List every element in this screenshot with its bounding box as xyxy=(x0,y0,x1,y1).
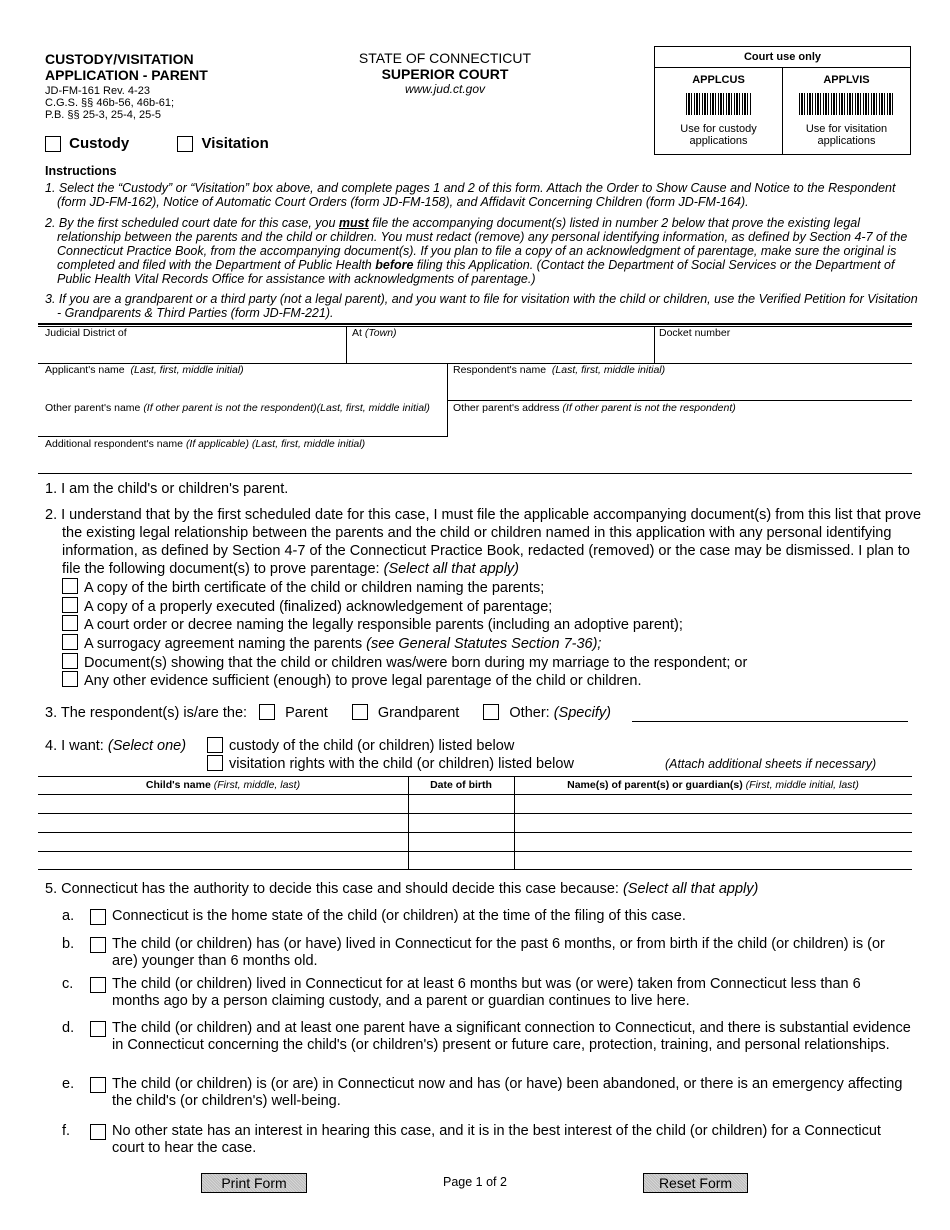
print-form-button[interactable]: Print Form xyxy=(201,1173,307,1193)
grandparent-label: Grandparent xyxy=(377,705,460,721)
court-header xyxy=(330,50,560,96)
want-custody-option[interactable]: custody of the child (or children) listed below xyxy=(207,737,514,755)
reason-a-text: Connecticut is the home state of the child (or children) at the time of the filing of this case. xyxy=(112,908,686,924)
reason-c-text: The child (or children) lived in Connecticut for at least 6 months but was (or were) taken from Connecticut less than 6 months ago by a person claiming custody, and a parent or guardian continues to live here. xyxy=(112,976,861,1009)
form-title xyxy=(45,51,208,83)
instructions-heading: Instructions xyxy=(45,164,117,178)
want-custody-checkbox[interactable] xyxy=(207,737,223,753)
visitation-checkbox[interactable] xyxy=(177,136,193,152)
reason-d-letter: d. xyxy=(62,1020,75,1036)
page-number: Page 1 of 2 xyxy=(443,1175,507,1189)
respondent-name-field[interactable]: Respondent's name (Last, first, middle initial) xyxy=(453,364,666,376)
other-specify-line[interactable] xyxy=(632,721,908,722)
doc-option-6-checkbox[interactable] xyxy=(62,671,78,687)
col-child-name: Child's name (First, middle, last) xyxy=(145,779,301,791)
visitation-caption: Use for visitation applications xyxy=(805,123,888,147)
before-emphasis: before xyxy=(375,258,414,272)
respondent-parent-checkbox[interactable] xyxy=(259,704,275,720)
attach-note: (Attach additional sheets if necessary) xyxy=(665,757,877,771)
reason-f-checkbox[interactable] xyxy=(90,1124,106,1140)
doc-option-3-checkbox[interactable] xyxy=(62,615,78,631)
custody-caption: Use for custody applications xyxy=(680,123,757,147)
reason-c-checkbox[interactable] xyxy=(90,977,106,993)
respondent-grandparent-checkbox[interactable] xyxy=(352,704,368,720)
respondent-other-checkbox[interactable] xyxy=(483,704,499,720)
reason-e-text: The child (or children) is (or are) in Connecticut now and has (or have) been abandoned, or there is an emergency affecting the child's (or children's) well-being. xyxy=(112,1076,903,1109)
reason-f-text: No other state has an interest in hearing this case, and it is in the best interest of the child (or children) for a Connecticut court to hear the case. xyxy=(112,1123,881,1156)
doc-option-4[interactable]: A surrogacy agreement naming the parents (see General Statutes Section 7-36); xyxy=(62,634,601,653)
reset-form-button[interactable]: Reset Form xyxy=(643,1173,748,1193)
reason-d-text: The child (or children) and at least one parent have a significant connection to Connecticut, and there is substantial evidence in Connecticut concerning the child's (or children's) present or future care, protection, training, and personal relationships. xyxy=(112,1020,911,1053)
reason-a-letter: a. xyxy=(62,908,75,924)
other-parent-name-field[interactable]: Other parent's name (If other parent is not the respondent)(Last, first, middle initial) xyxy=(45,402,430,414)
doc-option-6[interactable]: Any other evidence sufficient (enough) to prove legal parentage of the child or children. xyxy=(62,671,642,690)
section-3: 3. The respondent(s) is/are the: Parent Grandparent Other: (Specify) xyxy=(45,705,611,721)
type-select xyxy=(45,135,269,152)
instruction-3: 3. If you are a grandparent or a third party (not a legal parent), and you want to file for visitation with the child or children, use the Verified Petition for Visitation - Grandparents & Third Parties (form JD-FM-221). xyxy=(45,292,918,320)
other-label: Other: (Specify) xyxy=(509,705,611,721)
court-use-heading: Court use only xyxy=(655,47,910,68)
pb-citation: P.B. §§ 25-3, 25-4, 25-5 xyxy=(45,109,161,121)
section-1-text: 1. I am the child's or children's parent. xyxy=(45,481,289,497)
title-line2: APPLICATION - PARENT xyxy=(45,67,208,83)
title-line1: CUSTODY/VISITATION xyxy=(45,51,194,67)
reason-e-checkbox[interactable] xyxy=(90,1077,106,1093)
doc-option-5-checkbox[interactable] xyxy=(62,653,78,669)
parent-label: Parent xyxy=(285,705,328,721)
website-link[interactable]: www.jud.ct.gov xyxy=(404,82,486,96)
additional-respondent-field[interactable]: Additional respondent's name (If applicable) (Last, first, middle initial) xyxy=(45,438,366,450)
doc-option-2[interactable]: A copy of a properly executed (finalized) acknowledgement of parentage; xyxy=(62,597,552,616)
col-parent-names: Name(s) of parent(s) or guardian(s) (First, middle initial, last) xyxy=(567,779,859,791)
applvis-code: APPLVIS xyxy=(823,74,870,86)
applicant-name-field[interactable]: Applicant's name (Last, first, middle initial) xyxy=(45,364,244,376)
form-citations xyxy=(45,85,174,121)
cgs-citation: C.G.S. §§ 46b-56, 46b-61; xyxy=(45,97,175,109)
form-id: JD-FM-161 Rev. 4-23 xyxy=(45,85,150,97)
court-use-box xyxy=(654,46,911,155)
court-use-custody xyxy=(655,73,782,147)
reason-b-text: The child (or children) has (or have) lived in Connecticut for the past 6 months, or from birth if the child (or children) is (or are) younger than 6 months old. xyxy=(112,936,885,969)
instruction-2: 2. By the first scheduled court date for this case, you must file the accompanying document(s) listed in number 2 below that prove the existing legal relationship between the parents and the child or children. You must redact (remove) any personal identifying information, as defined by Section 4-7 of the Connecticut Practice Book, from the accompanying document(s). If you plan to file a copy of an acknowledgment of parentage, make sure the original is completed and filed with the Department of Public Health before filing this Application. (Contact the Department of Social Services or the Department of Public Health Vital Records Office for assistance with acknowledgments of parentage.) xyxy=(45,216,908,286)
applcus-code: APPLCUS xyxy=(692,74,745,86)
section-4-label: 4. I want: (Select one) xyxy=(45,738,187,754)
court-use-visitation xyxy=(783,73,910,147)
want-visitation-checkbox[interactable] xyxy=(207,755,223,771)
must-emphasis: must xyxy=(338,216,369,230)
state-name: STATE OF CONNECTICUT xyxy=(358,50,532,66)
reason-f-letter: f. xyxy=(62,1123,71,1139)
reason-c-letter: c. xyxy=(62,976,74,992)
visitation-barcode xyxy=(799,93,895,115)
custody-checkbox[interactable] xyxy=(45,136,61,152)
visitation-label: Visitation xyxy=(201,135,269,152)
other-parent-address-field[interactable]: Other parent's address (If other parent is not the respondent) xyxy=(453,402,736,414)
doc-option-1[interactable]: A copy of the birth certificate of the child or children naming the parents; xyxy=(62,578,544,597)
col-date-of-birth: Date of birth xyxy=(430,779,492,791)
instruction-1: 1. Select the “Custody” or “Visitation” box above, and complete pages 1 and 2 of this form. Attach the Order to Show Cause and Notice to the Respondent (form JD-FM-162), Notice of Automatic Court Orders (form JD-FM-158), and Affidavit Concerning Children (form JD-FM-164). xyxy=(45,181,896,209)
reason-d-checkbox[interactable] xyxy=(90,1021,106,1037)
want-visitation-option[interactable]: visitation rights with the child (or children) listed below xyxy=(207,755,574,773)
doc-option-4-checkbox[interactable] xyxy=(62,634,78,650)
doc-option-1-checkbox[interactable] xyxy=(62,578,78,594)
custody-barcode xyxy=(686,93,752,115)
custody-label: Custody xyxy=(69,135,130,152)
doc-option-2-checkbox[interactable] xyxy=(62,597,78,613)
doc-option-5[interactable]: Document(s) showing that the child or children was/were born during my marriage to the respondent; or xyxy=(62,653,747,672)
doc-option-3[interactable]: A court order or decree naming the legally responsible parents (including an adoptive parent); xyxy=(62,615,683,634)
docket-number-field[interactable]: Docket number xyxy=(659,327,731,339)
reason-e-letter: e. xyxy=(62,1076,75,1092)
court-name: SUPERIOR COURT xyxy=(381,66,509,82)
reason-b-letter: b. xyxy=(62,936,75,952)
reason-a-checkbox[interactable] xyxy=(90,909,106,925)
judicial-district-field[interactable]: Judicial District of xyxy=(45,327,127,339)
reason-b-checkbox[interactable] xyxy=(90,937,106,953)
at-town-field[interactable]: At (Town) xyxy=(352,327,397,339)
section-2-text: 2. I understand that by the first scheduled date for this case, I must file the applicable accompanying document(s) from this list that prove the existing legal relationship between the parents and the child or children named in this application with any personal identifying information, as defined by Section 4-7 of the Connecticut Practice Book, redacted (removed) or the case may be dismissed. I plan to file the following document(s) to prove parentage: (Select all that apply) xyxy=(45,507,922,577)
section-5-text: 5. Connecticut has the authority to decide this case and should decide this case because: (Select all that apply) xyxy=(45,881,759,897)
